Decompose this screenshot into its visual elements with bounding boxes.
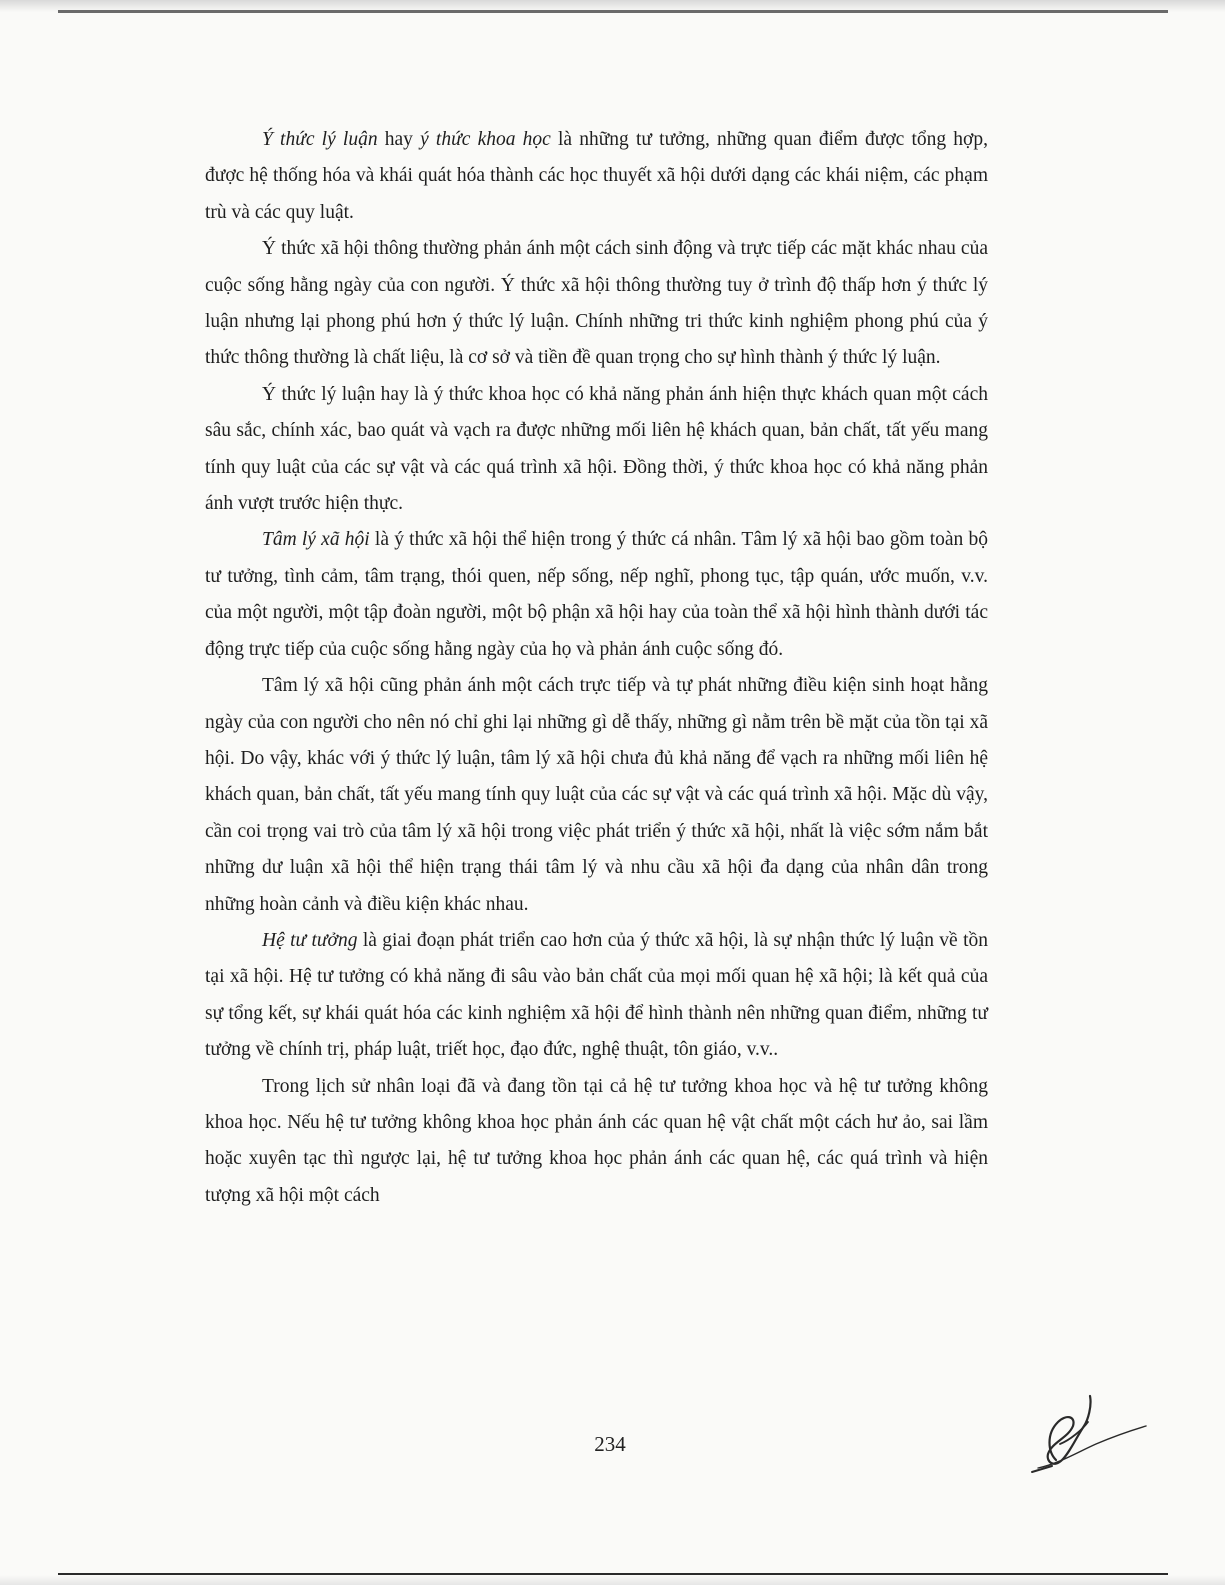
italic-term: Ý thức lý luận xyxy=(262,129,378,150)
paragraph xyxy=(205,923,988,1069)
paragraph-text: là những tư tưởng, những quan điểm được tổng hợp, được hệ thống hóa và khái quát hóa thành các học thuyết xã hội dưới dạng các khái niệm, các phạm trù và các quy luật. xyxy=(205,129,988,223)
italic-term: Tâm lý xã hội xyxy=(262,529,370,551)
page-number: 234 xyxy=(594,1432,626,1456)
paragraph-text: là giai đoạn phát triển cao hơn của ý thức xã hội, là sự nhận thức lý luận về tồn tại xã hội. Hệ tư tưởng có khả năng đi sâu vào bản chất của mọi mối quan hệ xã hội; là kết quả của sự tổng kết, sự khái quát hóa các kinh nghiệm xã hội để hình thành nên những quan điểm, những tư tưởng về chính trị, pháp luật, triết học, đạo đức, nghệ thuật, tôn giáo, v.v.. xyxy=(205,929,988,1061)
paragraph-text: hay xyxy=(377,129,421,150)
paragraph xyxy=(205,668,988,923)
top-border-line xyxy=(58,10,1168,13)
paragraph-text: Trong lịch sử nhân loại đã và đang tồn tại cả hệ tư tưởng khoa học và hệ tư tưởng không khoa học. Nếu hệ tư tưởng không khoa học phản ánh các quan hệ vật chất một cách hư ảo, sai lầm hoặc xuyên tạc thì ngược lại, hệ tư tưởng khoa học phản ánh các quan hệ, các quá trình và hiện tượng xã hội một cách xyxy=(205,1075,988,1206)
paragraph xyxy=(205,231,988,377)
handwritten-signature-icon xyxy=(1018,1382,1148,1477)
paragraph xyxy=(205,1069,988,1215)
paragraph-text: Ý thức xã hội thông thường phản ánh một cách sinh động và trực tiếp các mặt khác nhau của cuộc sống hằng ngày của con người. Ý thức xã hội thông thường tuy ở trình độ thấp hơn ý thức lý luận nhưng lại phong phú hơn ý thức lý luận. Chính những tri thức kinh nghiệm phong phú của ý thức thông thường là chất liệu, là cơ sở và tiền đề quan trọng cho sự hình thành ý thức lý luận. xyxy=(205,238,988,369)
paragraph-text: Tâm lý xã hội cũng phản ánh một cách trực tiếp và tự phát những điều kiện sinh hoạt hằng ngày của con người cho nên nó chỉ ghi lại những gì dễ thấy, những gì nằm trên bề mặt của tồn tại xã hội. Do vậy, khác với ý thức lý luận, tâm lý xã hội chưa đủ khả năng để vạch ra những mối liên hệ khách quan, bản chất, tất yếu mang tính quy luật của các sự vật và các quá trình xã hội. Mặc dù vậy, cần coi trọng vai trò của tâm lý xã hội trong việc phát triển ý thức xã hội, nhất là việc sớm nắm bắt những dư luận xã hội thể hiện trạng thái tâm lý và nhu cầu xã hội đa dạng của nhân dân trong những hoàn cảnh và điều kiện khác nhau. xyxy=(205,675,988,915)
page-bottom-shadow xyxy=(0,1575,1225,1585)
paragraph xyxy=(205,122,988,231)
paragraph-text: Ý thức lý luận hay là ý thức khoa học có khả năng phản ánh hiện thực khách quan một cách sâu sắc, chính xác, bao quát và vạch ra được những mối liên hệ khách quan, bản chất, tất yếu mang tính quy luật của các sự vật và các quá trình xã hội. Đồng thời, ý thức khoa học có khả năng phản ánh vượt trước hiện thực. xyxy=(205,383,988,515)
paragraph-text: là ý thức xã hội thể hiện trong ý thức cá nhân. Tâm lý xã hội bao gồm toàn bộ tư tưởng, tình cảm, tâm trạng, thói quen, nếp sống, nếp nghĩ, phong tục, tập quán, ước muốn, v.v. của một người, một tập đoàn người, một bộ phận xã hội hay của toàn thể xã hội hình thành dưới tác động trực tiếp của cuộc sống hằng ngày của họ và phản ánh cuộc sống đó. xyxy=(205,529,988,660)
italic-term: Hệ tư tưởng xyxy=(262,929,358,951)
paragraph xyxy=(205,377,988,523)
body-text xyxy=(205,122,988,1214)
italic-term: ý thức khoa học xyxy=(420,129,551,150)
paragraph xyxy=(205,522,988,668)
